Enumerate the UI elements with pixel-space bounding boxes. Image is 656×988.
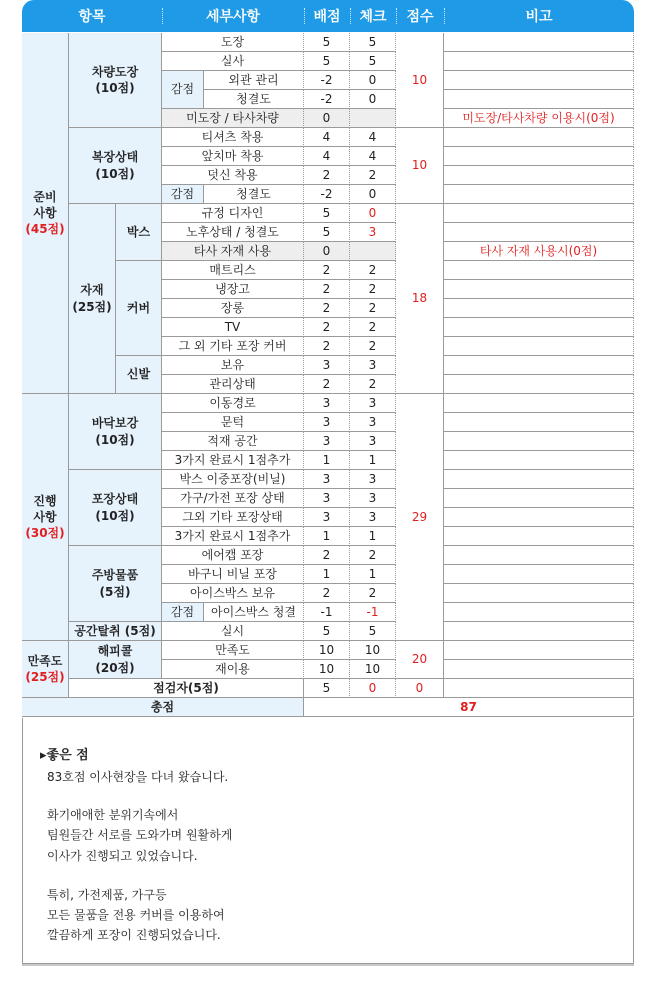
score-progress: 29 — [396, 394, 444, 641]
row-check: 0 — [350, 185, 396, 204]
group-kitchen — [69, 546, 162, 622]
group-label: 바닥보강 (10점) — [91, 416, 139, 447]
comment-line: 모든 물품을 전용 커버를 이용하여 — [47, 908, 225, 922]
row-detail: 이동경로 — [162, 394, 304, 413]
row-check: 2 — [350, 166, 396, 185]
row-note — [444, 261, 634, 280]
row-note — [444, 622, 634, 641]
row-note — [444, 489, 634, 508]
row-detail: 티셔츠 착용 — [162, 128, 304, 147]
header-divider — [304, 8, 305, 24]
group-label: 해피콜 (20점) — [95, 644, 135, 675]
row-points: 1 — [304, 451, 350, 470]
row-check: 2 — [350, 280, 396, 299]
score-vehicle: 10 — [396, 33, 444, 128]
row-points: 10 — [304, 641, 350, 660]
row-points: 2 — [304, 280, 350, 299]
row-points: -2 — [304, 90, 350, 109]
score-material: 18 — [396, 204, 444, 394]
row-detail: 청결도 — [204, 90, 304, 109]
row-check: 4 — [350, 128, 396, 147]
group-packing — [69, 470, 162, 546]
row-check: 3 — [350, 508, 396, 527]
row-note — [444, 375, 634, 394]
row-note — [444, 527, 634, 546]
row-points: 2 — [304, 166, 350, 185]
row-points: 3 — [304, 432, 350, 451]
comment-line: 이사가 진행되고 있었습니다. — [47, 849, 198, 863]
row-points: 2 — [304, 546, 350, 565]
row-detail: 그외 기타 포장상태 — [162, 508, 304, 527]
row-detail: 에어캡 포장 — [162, 546, 304, 565]
row-detail: 3가지 완료시 1점추가 — [162, 527, 304, 546]
comment-line: 깔끔하게 포장이 진행되었습니다. — [47, 928, 221, 942]
group-label: 박스 — [126, 224, 151, 239]
row-points: 2 — [304, 584, 350, 603]
row-note — [444, 546, 634, 565]
row-detail: 박스 이중포장(비닐) — [162, 470, 304, 489]
row-check: 3 — [350, 489, 396, 508]
row-detail: 외관 관리 — [204, 71, 304, 90]
section-title: 만족도 — [27, 653, 63, 668]
row-check: 1 — [350, 527, 396, 546]
row-detail: 청결도 — [204, 185, 304, 204]
row-note — [444, 299, 634, 318]
row-detail: 바구니 비닐 포장 — [162, 565, 304, 584]
row-check: 2 — [350, 299, 396, 318]
score-satisfaction: 20 — [396, 641, 444, 679]
deduct-label: 감점 — [162, 603, 204, 622]
header-divider — [396, 8, 397, 24]
row-points: -2 — [304, 71, 350, 90]
row-points: 0 — [304, 242, 350, 261]
group-cleanup — [69, 622, 162, 641]
comment-line: 83호점 이사현장을 다녀 왔습니다. — [47, 770, 229, 784]
row-note — [444, 356, 634, 375]
row-points: 3 — [304, 470, 350, 489]
row-check: 10 — [350, 660, 396, 679]
section-points: (25점) — [25, 670, 65, 684]
row-points: -1 — [304, 603, 350, 622]
row-note — [444, 185, 634, 204]
row-points: 5 — [304, 679, 350, 698]
row-detail: 재이용 — [162, 660, 304, 679]
row-detail: 아이스박스 보유 — [162, 584, 304, 603]
row-note — [444, 166, 634, 185]
row-check: 3 — [350, 432, 396, 451]
row-check: 3 — [350, 394, 396, 413]
row-detail: 문턱 — [162, 413, 304, 432]
deduct-label: 감점 — [162, 185, 204, 204]
header-note: 비고 — [444, 0, 634, 32]
row-points: 0 — [304, 109, 350, 128]
row-check: 2 — [350, 546, 396, 565]
section-points: (45점) — [25, 222, 65, 237]
row-check: 0 — [350, 71, 396, 90]
row-note — [444, 451, 634, 470]
header-detail: 세부사항 — [162, 0, 304, 32]
row-check: 5 — [350, 33, 396, 52]
row-points: 3 — [304, 489, 350, 508]
row-check: 0 — [350, 90, 396, 109]
row-detail: 미도장 / 타사차량 — [162, 109, 304, 128]
group-uniform — [69, 128, 162, 204]
deduct-label: 감점 — [162, 71, 204, 109]
row-detail: 적재 공간 — [162, 432, 304, 451]
row-check: 2 — [350, 337, 396, 356]
row-check: 3 — [350, 223, 396, 242]
row-check: 5 — [350, 622, 396, 641]
total-label: 총점 — [22, 698, 304, 717]
group-shoes — [116, 356, 162, 394]
row-points: 3 — [304, 394, 350, 413]
comments-panel — [22, 718, 634, 964]
header-item: 항목 — [22, 0, 162, 32]
row-detail: 냉장고 — [162, 280, 304, 299]
comment-line: 화기애애한 분위기속에서 — [47, 808, 179, 822]
row-note — [444, 603, 634, 622]
section-progress — [22, 394, 69, 641]
row-note: 미도장/타사차량 이용시(0점) — [444, 109, 634, 128]
group-label: 신발 — [126, 367, 151, 382]
row-note — [444, 128, 634, 147]
row-check — [350, 109, 396, 128]
row-points: 4 — [304, 128, 350, 147]
row-detail: 3가지 완료시 1점추가 — [162, 451, 304, 470]
row-note — [444, 470, 634, 489]
group-label: 공간탈취 (5점) — [74, 623, 156, 638]
row-detail: 아이스박스 청결 — [204, 603, 304, 622]
row-detail: 규정 디자인 — [162, 204, 304, 223]
row-note — [444, 679, 634, 698]
row-detail: 덧신 착용 — [162, 166, 304, 185]
section-points: (30점) — [25, 526, 65, 541]
row-check: 2 — [350, 375, 396, 394]
row-detail: 실사 — [162, 52, 304, 71]
group-label: 복장상태 (10점) — [91, 150, 139, 181]
row-note — [444, 641, 634, 660]
row-check: 2 — [350, 318, 396, 337]
row-detail: 보유 — [162, 356, 304, 375]
group-label: 주방물품 (5점) — [91, 568, 139, 599]
row-points: 10 — [304, 660, 350, 679]
header-points: 배점 — [304, 0, 350, 32]
group-happycall — [69, 641, 162, 679]
row-note — [444, 337, 634, 356]
row-note — [444, 147, 634, 166]
row-note — [444, 394, 634, 413]
row-points: 1 — [304, 527, 350, 546]
row-note — [444, 432, 634, 451]
section-satisfaction — [22, 641, 69, 698]
row-note — [444, 508, 634, 527]
row-check: 3 — [350, 413, 396, 432]
row-detail: 타사 자재 사용 — [162, 242, 304, 261]
score-inspector: 0 — [396, 679, 444, 698]
total-score: 87 — [304, 698, 634, 717]
row-detail: 실시 — [162, 622, 304, 641]
row-note — [444, 204, 634, 223]
score-uniform: 10 — [396, 128, 444, 204]
header-score: 점수 — [396, 0, 444, 32]
row-points: 5 — [304, 223, 350, 242]
row-check: 1 — [350, 565, 396, 584]
row-points: 3 — [304, 413, 350, 432]
header-check: 체크 — [350, 0, 396, 32]
row-points: 5 — [304, 204, 350, 223]
row-points: 5 — [304, 622, 350, 641]
row-points: 2 — [304, 299, 350, 318]
group-label: 자재 (25점) — [72, 283, 112, 314]
row-check: 3 — [350, 470, 396, 489]
row-note: 타사 자재 사용시(0점) — [444, 242, 634, 261]
comment-line: 특히, 가전제품, 가구등 — [47, 888, 167, 902]
group-material — [69, 204, 116, 394]
row-check: 2 — [350, 261, 396, 280]
row-detail: 가구/가전 포장 상태 — [162, 489, 304, 508]
row-check — [350, 242, 396, 261]
row-points: 4 — [304, 147, 350, 166]
group-label: 커버 — [126, 300, 151, 315]
row-detail: 도장 — [162, 33, 304, 52]
row-points: 1 — [304, 565, 350, 584]
group-vehicle — [69, 33, 162, 128]
row-check: 0 — [350, 679, 396, 698]
row-check: 3 — [350, 356, 396, 375]
row-detail: 매트리스 — [162, 261, 304, 280]
section-title: 준비 사항 — [33, 189, 57, 220]
row-points: 5 — [304, 52, 350, 71]
row-check: 0 — [350, 204, 396, 223]
row-note — [444, 280, 634, 299]
comment-line: 팀원들간 서로를 도와가며 원활하게 — [47, 828, 233, 842]
row-note — [444, 71, 634, 90]
row-note — [444, 318, 634, 337]
row-note — [444, 33, 634, 52]
row-check: -1 — [350, 603, 396, 622]
row-detail: 앞치마 착용 — [162, 147, 304, 166]
row-note — [444, 223, 634, 242]
header-divider — [350, 8, 351, 24]
row-points: 2 — [304, 375, 350, 394]
row-points: -2 — [304, 185, 350, 204]
row-points: 2 — [304, 318, 350, 337]
group-label: 차량도장 (10점) — [91, 64, 139, 95]
row-note — [444, 52, 634, 71]
row-detail: TV — [162, 318, 304, 337]
group-box — [116, 204, 162, 261]
row-check: 4 — [350, 147, 396, 166]
header-divider — [162, 8, 163, 24]
row-note — [444, 413, 634, 432]
row-check: 2 — [350, 584, 396, 603]
group-floor — [69, 394, 162, 470]
inspector-label: 점검자(5점) — [69, 679, 304, 698]
group-label: 포장상태 (10점) — [91, 492, 139, 523]
header-divider — [444, 8, 445, 24]
row-points: 5 — [304, 33, 350, 52]
section-title: 진행 사항 — [33, 493, 57, 524]
row-detail: 노후상태 / 청결도 — [162, 223, 304, 242]
group-cover — [116, 261, 162, 356]
row-detail: 장롱 — [162, 299, 304, 318]
row-note — [444, 660, 634, 679]
row-points: 2 — [304, 261, 350, 280]
row-points: 3 — [304, 508, 350, 527]
row-check: 1 — [350, 451, 396, 470]
section-prep — [22, 33, 69, 394]
row-note — [444, 584, 634, 603]
row-detail: 관리상태 — [162, 375, 304, 394]
row-check: 10 — [350, 641, 396, 660]
row-detail: 그 외 기타 포장 커버 — [162, 337, 304, 356]
row-points: 2 — [304, 337, 350, 356]
row-note — [444, 90, 634, 109]
row-check: 5 — [350, 52, 396, 71]
row-points: 3 — [304, 356, 350, 375]
row-note — [444, 565, 634, 584]
row-detail: 만족도 — [162, 641, 304, 660]
comments-title: ▸좋은 점 — [40, 748, 89, 763]
